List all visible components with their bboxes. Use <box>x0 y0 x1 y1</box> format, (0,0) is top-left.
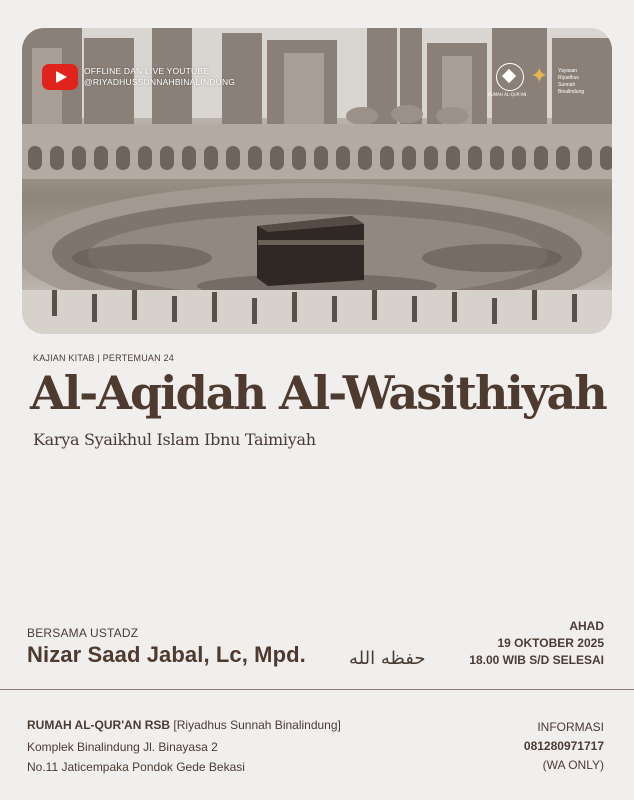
speaker-name: Nizar Saad Jabal, Lc, Mpd. <box>27 642 306 667</box>
event-title: Al-Aqidah Al-Wasithiyah <box>30 366 606 420</box>
contact-note: (WA ONLY) <box>542 758 604 772</box>
youtube-caption-line2: @RIYADHUSSUNNAHBINALINDUNG <box>84 77 236 87</box>
schedule-day: AHAD <box>569 619 604 633</box>
schedule-date: 19 OKTOBER 2025 <box>497 636 604 650</box>
venue-name <box>27 718 341 732</box>
contact-phone[interactable]: 081280971717 <box>523 739 604 753</box>
speaker-label: BERSAMA USTADZ <box>27 626 139 640</box>
logo-caption: RUMAH AL-QUR'AN <box>488 92 527 97</box>
contact-block <box>524 718 604 775</box>
logo-right-line: Sunnah <box>558 82 576 88</box>
venue-address-line1: Komplek Binalindung Jl. Binayasa 2 <box>27 740 218 754</box>
logo-right-line: Yayasan <box>558 68 578 74</box>
venue-name-main: RUMAH AL-QUR'AN RSB <box>27 718 171 732</box>
youtube-caption-line1: OFFLINE DAN LIVE YOUTUBE <box>84 66 210 76</box>
star-logo-icon: ✦ <box>530 64 549 89</box>
foundation-logo-icon <box>496 63 524 91</box>
event-subtitle: Karya Syaikhul Islam Ibnu Taimiyah <box>33 430 316 449</box>
logo-right-text <box>558 68 584 96</box>
venue-name-detail: [Riyadhus Sunnah Binalindung] <box>173 718 341 732</box>
youtube-caption <box>84 66 235 88</box>
section-divider <box>0 689 634 690</box>
speaker-honorific: حفظه الله <box>349 648 426 669</box>
schedule-block <box>469 618 604 669</box>
venue-address-line2: No.11 Jaticempaka Pondok Gede Bekasi <box>27 760 245 774</box>
youtube-icon <box>42 64 78 90</box>
logo-right-line: Riyadhus <box>558 75 579 81</box>
logo-right-line: Binalindung <box>558 89 585 95</box>
hero-photo <box>22 28 612 334</box>
event-eyebrow: KAJIAN KITAB | PERTEMUAN 24 <box>33 353 174 363</box>
contact-label: INFORMASI <box>537 720 604 734</box>
schedule-time: 18.00 WIB S/D SELESAI <box>469 653 604 667</box>
